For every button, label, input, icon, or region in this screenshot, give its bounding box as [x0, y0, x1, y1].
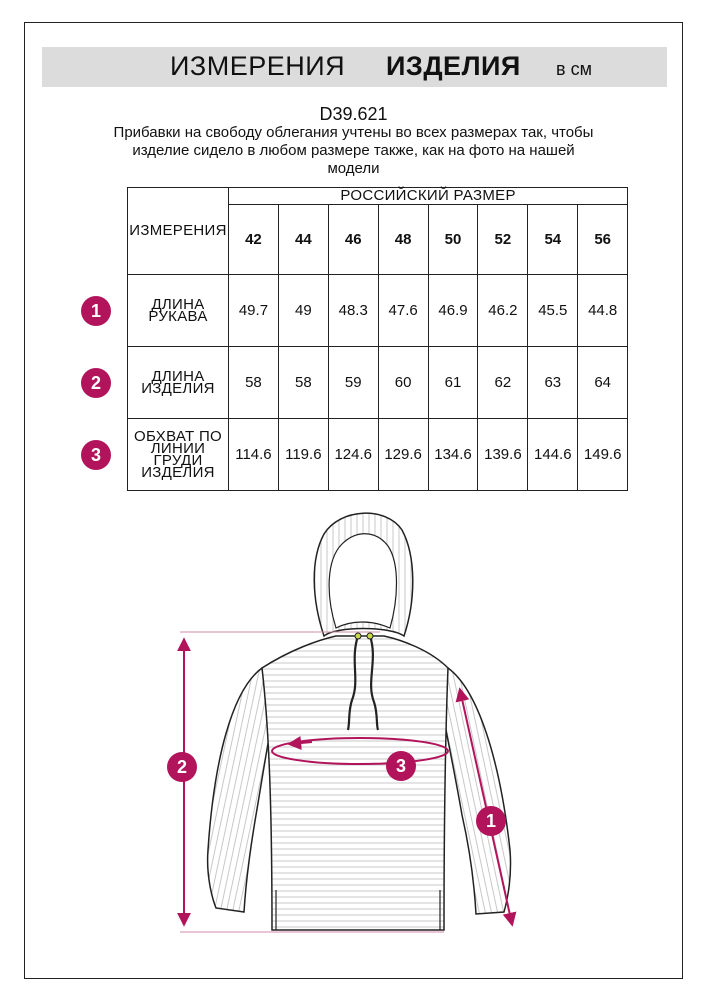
group-header: РОССИЙСКИЙ РАЗМЕР	[229, 188, 628, 205]
row-marker-badge: 2	[81, 368, 111, 398]
right-eyelet	[367, 633, 373, 639]
row-marker-badge: 3	[81, 440, 111, 470]
table-cell: 60	[378, 347, 428, 419]
row-label-line: ДЛИНА	[151, 367, 205, 385]
chest-marker-badge: 3	[386, 751, 416, 781]
fit-note-line: модели	[327, 160, 380, 177]
size-header: 56	[578, 205, 628, 275]
table-cell: 64	[578, 347, 628, 419]
table-cell: 48.3	[328, 275, 378, 347]
fit-note-line: Прибавки на свободу облегания учтены во всех размерах так, чтобы	[113, 124, 594, 141]
sleeve-marker-badge: 1	[476, 806, 506, 836]
corner-label: ИЗМЕРЕНИЯ	[128, 188, 229, 275]
table-cell: 49	[278, 275, 328, 347]
table-cell: 134.6	[428, 419, 478, 491]
row-label-line: ИЗДЕЛИЯ	[141, 463, 215, 481]
table-cell: 45.5	[528, 275, 578, 347]
table-cell: 58	[278, 347, 328, 419]
table-cell: 149.6	[578, 419, 628, 491]
table-cell: 119.6	[278, 419, 328, 491]
table-cell: 124.6	[328, 419, 378, 491]
table-cell: 44.8	[578, 275, 628, 347]
size-header: 42	[229, 205, 279, 275]
table-cell: 62	[478, 347, 528, 419]
row-label-line: ЛИНИИ ГРУДИ	[150, 439, 206, 469]
fit-note-line: изделие сидело в любом размере также, как на фото на нашей	[132, 142, 575, 159]
row-label-line: ИЗДЕЛИЯ	[141, 379, 215, 397]
table-cell: 129.6	[378, 419, 428, 491]
hood-opening	[329, 534, 396, 628]
table-cell: 59	[328, 347, 378, 419]
header-title-bold: ИЗДЕЛИЯ	[386, 51, 521, 81]
header-unit: в см	[556, 59, 592, 79]
table-cell: 58	[229, 347, 279, 419]
table-cell: 144.6	[528, 419, 578, 491]
size-header: 46	[328, 205, 378, 275]
row-label-line: ДЛИНА РУКАВА	[148, 295, 208, 325]
size-header: 54	[528, 205, 578, 275]
size-header: 50	[428, 205, 478, 275]
size-header: 48	[378, 205, 428, 275]
article-code: D39.621	[319, 104, 388, 124]
right-sleeve	[440, 668, 511, 914]
table-cell: 114.6	[229, 419, 279, 491]
size-header: 44	[278, 205, 328, 275]
table-cell: 49.7	[229, 275, 279, 347]
left-eyelet	[355, 633, 361, 639]
table-cell: 139.6	[478, 419, 528, 491]
table-cell: 63	[528, 347, 578, 419]
row-label-line: ОБХВАТ ПО	[133, 427, 222, 445]
size-header: 52	[478, 205, 528, 275]
table-cell: 46.9	[428, 275, 478, 347]
length-marker-badge: 2	[167, 752, 197, 782]
table-cell: 61	[428, 347, 478, 419]
header-title-light: ИЗМЕРЕНИЯ	[170, 51, 346, 81]
table-cell: 47.6	[378, 275, 428, 347]
row-marker-badge: 1	[81, 296, 111, 326]
table-cell: 46.2	[478, 275, 528, 347]
